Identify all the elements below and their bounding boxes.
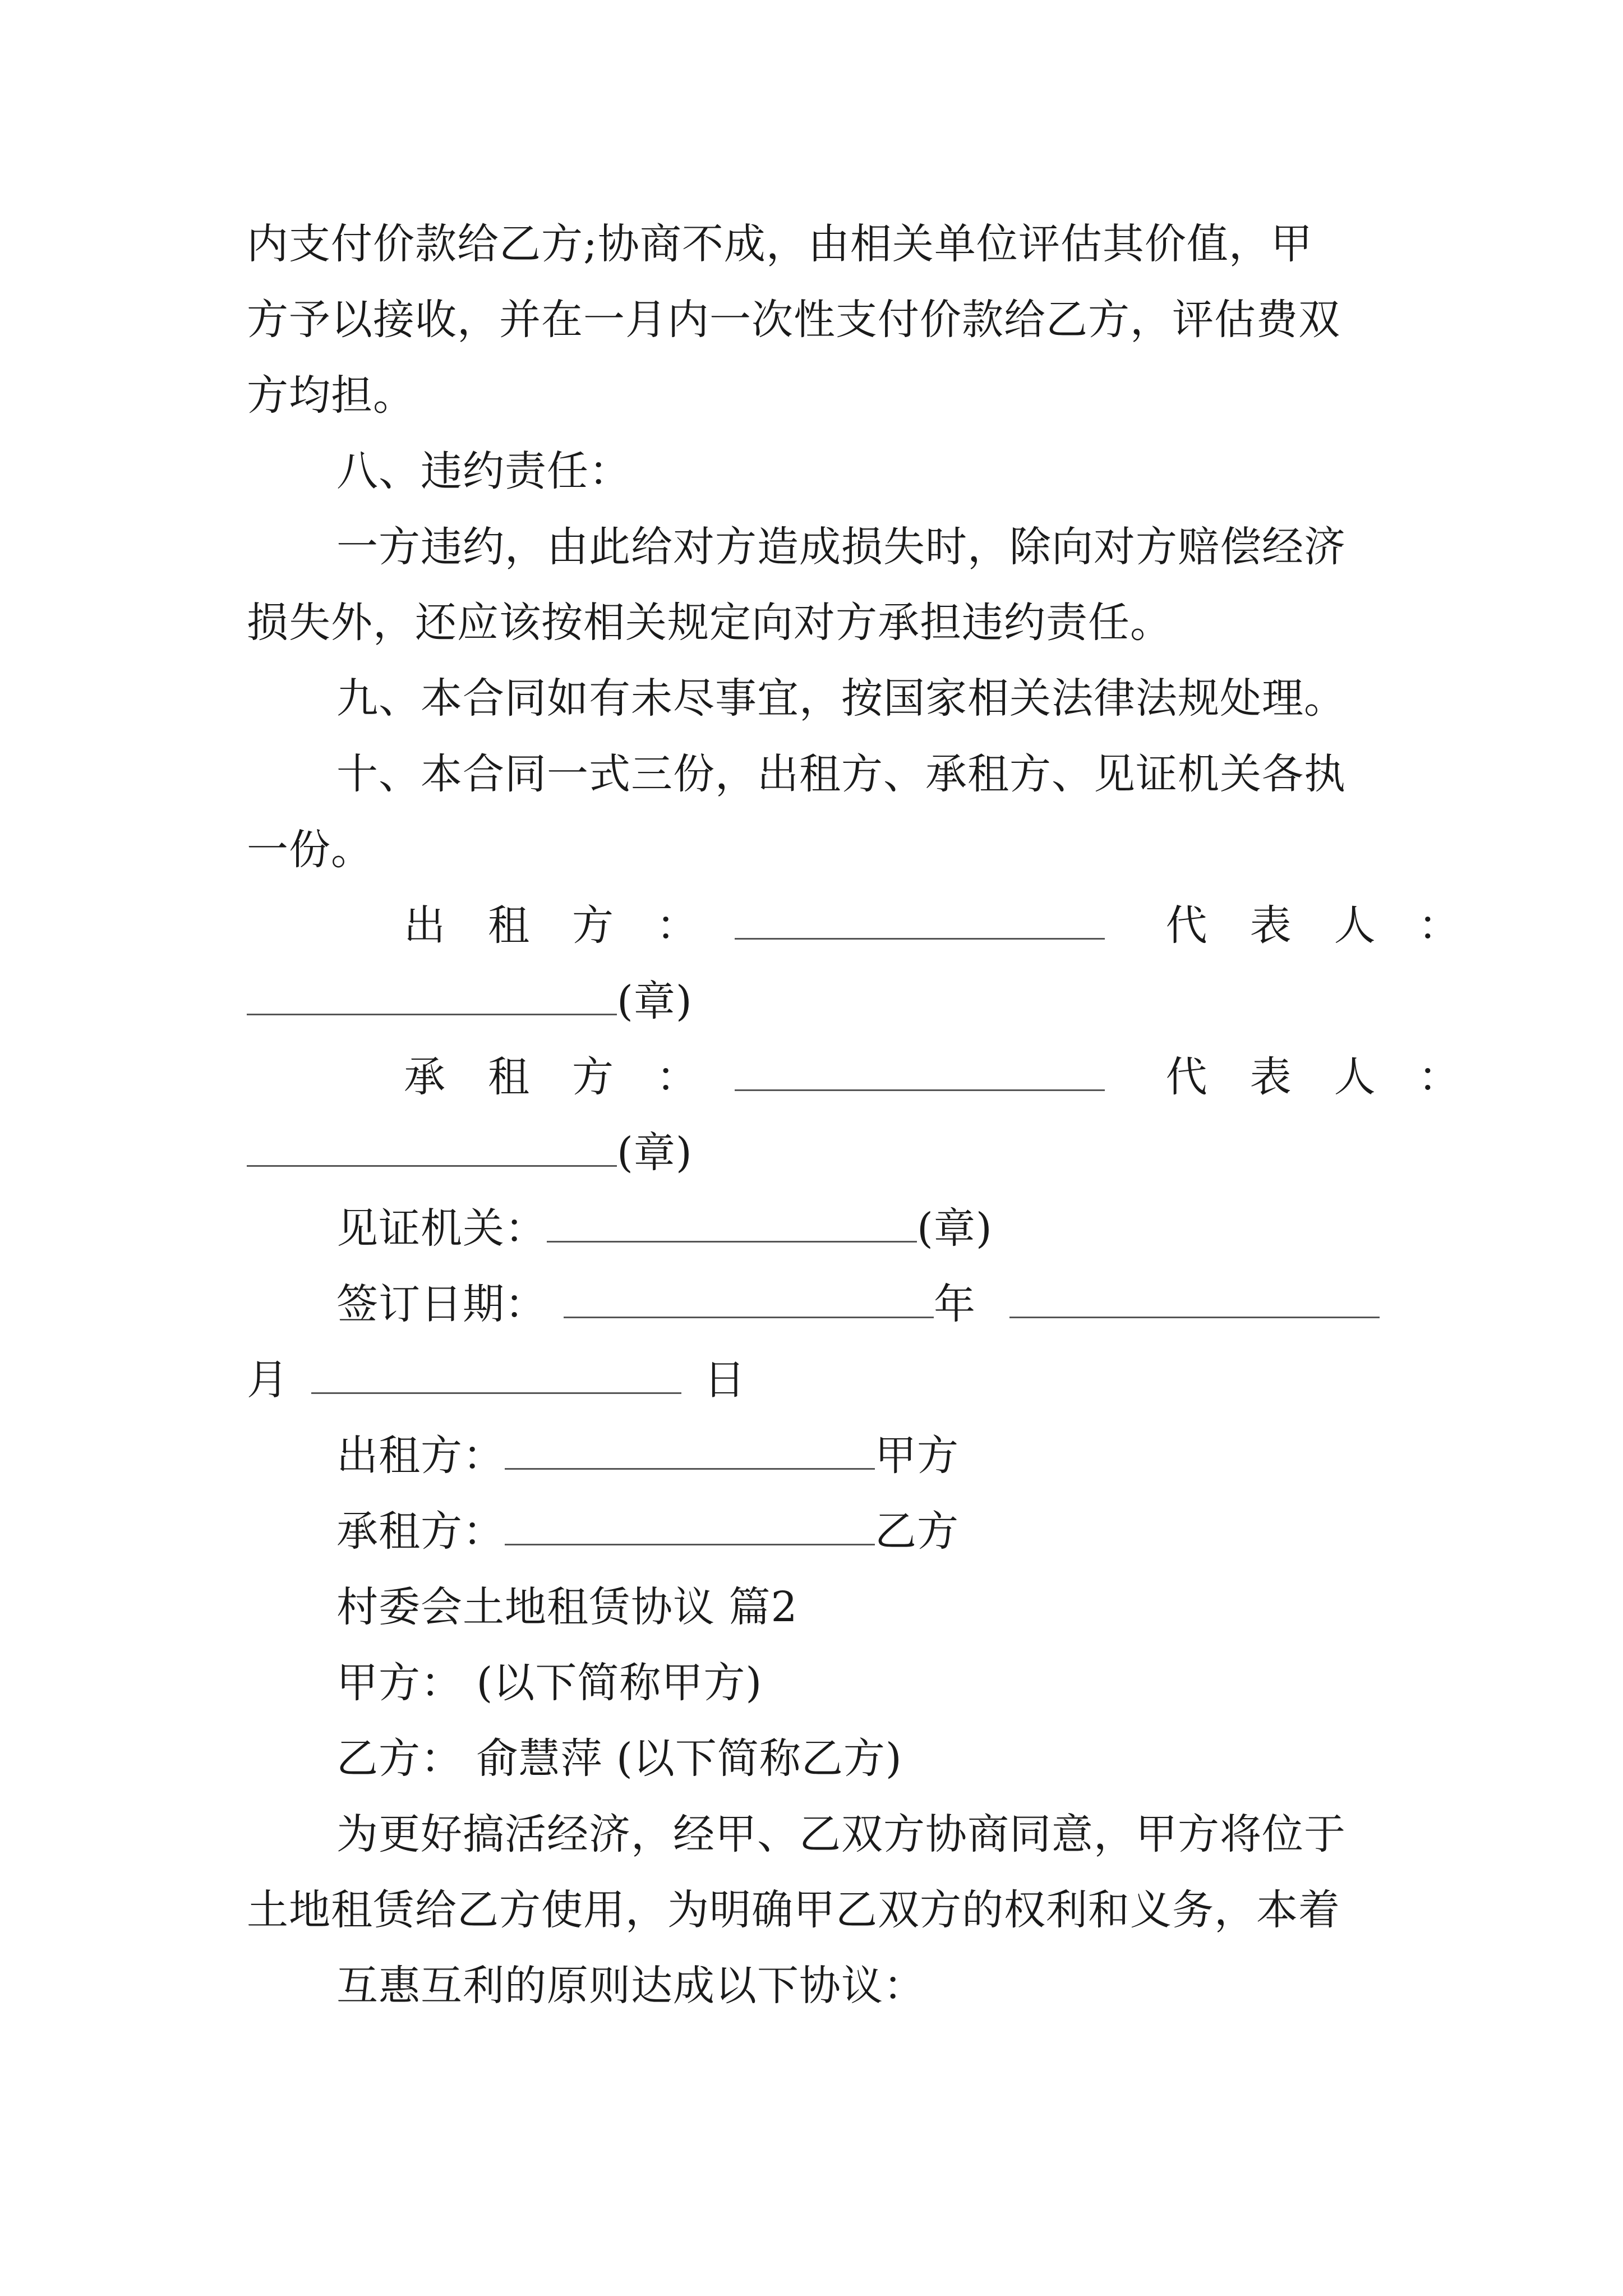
lessor-label: 出 租 方 ：	[404, 901, 698, 950]
party-b-line: 乙方： 俞慧萍 (以下简称乙方)	[336, 1734, 902, 1783]
lessee-rep-blank	[247, 1128, 617, 1167]
paragraph-line: 损失外，还应该按相关规定向对方承担违约责任。	[247, 599, 1172, 647]
paragraph-line: 内支付价款给乙方;协商不成，由相关单位评估其价值，甲	[247, 220, 1313, 268]
witness-blank	[547, 1204, 917, 1243]
month-blank	[1009, 1280, 1380, 1318]
party-a-label: 甲方	[875, 1432, 959, 1480]
date-row	[336, 1276, 1481, 1332]
section-heading: 八、违约责任：	[336, 447, 631, 495]
paragraph-line: 方予以接收，并在一月内一次性支付价款给乙方，评估费双	[247, 296, 1340, 344]
lessor-blank	[735, 901, 1105, 940]
month-label: 月	[247, 1356, 289, 1404]
lessor-short-row	[336, 1428, 1481, 1484]
paragraph-line: 一份。	[247, 826, 373, 874]
year-label: 年	[934, 1280, 976, 1328]
lessor-short-label: 出租方：	[336, 1432, 505, 1480]
lessee-blank	[735, 1052, 1105, 1091]
paragraph-line: 一方违约，由此给对方造成损失时，除向对方赔偿经济	[336, 523, 1346, 571]
party-a-line: 甲方： (以下简称甲方)	[336, 1659, 763, 1707]
paragraph-line: 互惠互利的原则达成以下协议：	[336, 1962, 925, 2010]
paragraph-line: 方均担。	[247, 371, 415, 420]
lessee-signature-row	[404, 1049, 1460, 1105]
lessee-short-row	[336, 1503, 1481, 1559]
lessor-rep-label: 代 表 人 ：	[1165, 901, 1460, 950]
lessor-short-blank	[505, 1431, 875, 1470]
paragraph-line: 土地租赁给乙方使用，为明确甲乙双方的权利和义务，本着	[247, 1886, 1340, 1934]
paragraph-line: 十、本合同一式三份，出租方、承租方、见证机关各执	[336, 750, 1346, 798]
seal-label: (章)	[617, 977, 693, 1025]
day-label: 日	[704, 1356, 746, 1404]
seal-label: (章)	[617, 1129, 693, 1177]
article-title: 村委会土地租赁协议 篇2	[336, 1583, 798, 1631]
lessee-rep-row	[247, 1125, 1391, 1181]
lessee-short-label: 承租方：	[336, 1507, 505, 1556]
lessor-signature-row	[404, 898, 1460, 954]
date-label: 签订日期：	[336, 1280, 547, 1328]
lessor-rep-blank	[247, 977, 617, 1015]
paragraph-line: 九、本合同如有未尽事宜，按国家相关法律法规处理。	[336, 674, 1346, 723]
lessee-label: 承 租 方 ：	[404, 1053, 698, 1101]
lessee-short-blank	[505, 1507, 875, 1545]
party-b-label: 乙方	[875, 1507, 959, 1556]
lessee-rep-label: 代 表 人 ：	[1165, 1053, 1460, 1101]
year-blank	[564, 1280, 934, 1318]
date-row-2	[247, 1352, 1391, 1408]
lessor-rep-row	[247, 973, 1391, 1029]
seal-label: (章)	[917, 1204, 993, 1253]
day-blank	[311, 1355, 681, 1394]
witness-label: 见证机关：	[336, 1204, 547, 1253]
witness-row	[336, 1200, 1481, 1257]
paragraph-line: 为更好搞活经济，经甲、乙双方协商同意，甲方将位于	[336, 1810, 1346, 1858]
